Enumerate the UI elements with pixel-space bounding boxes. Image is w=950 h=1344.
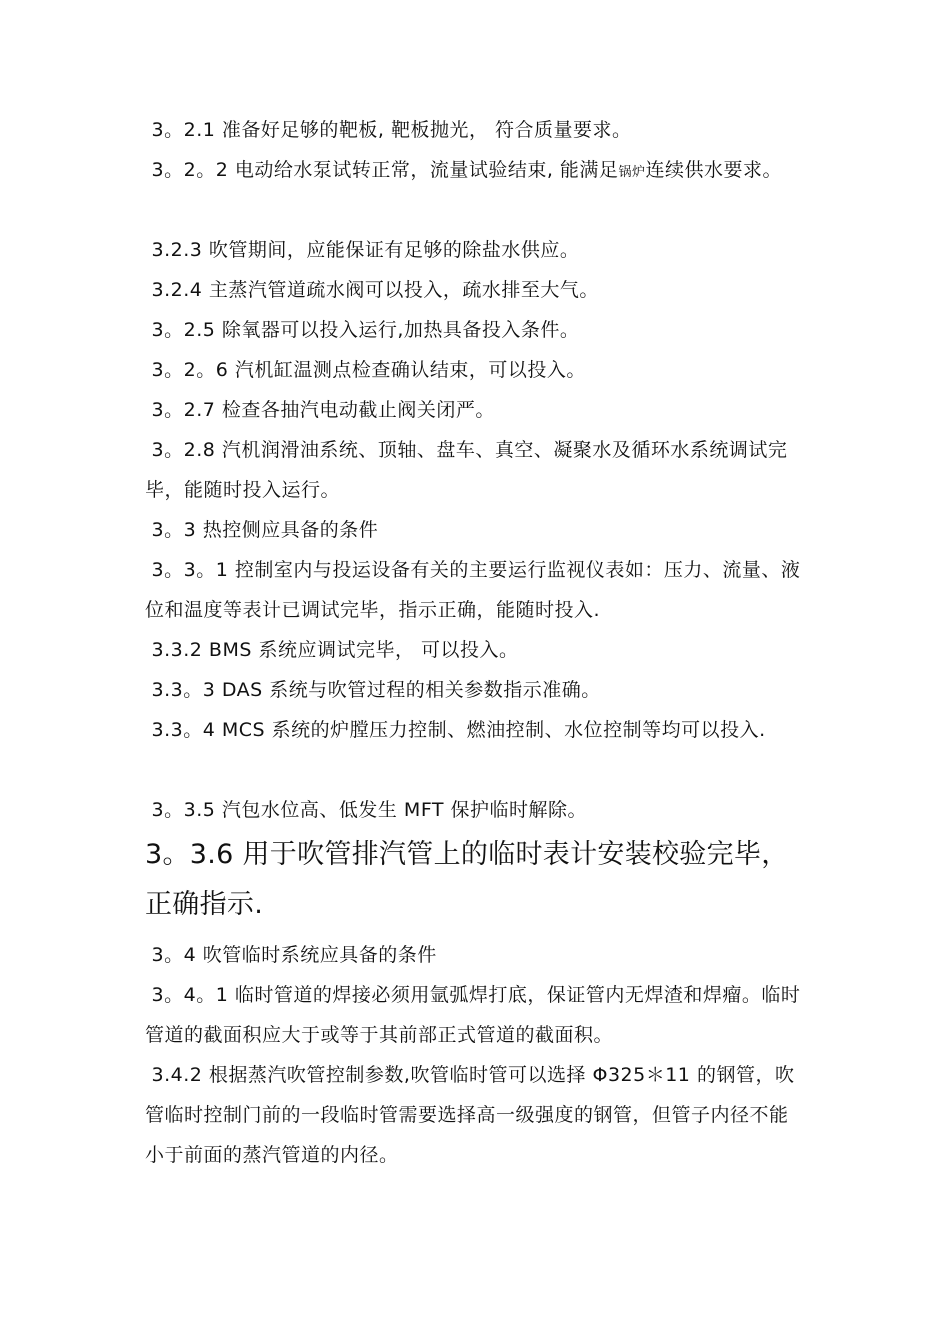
paragraph-3-2-6: 3。2。6 汽机缸温测点检查确认结束，可以投入。 bbox=[145, 359, 586, 381]
paragraph-3-3-3: 3.3。3 DAS 系统与吹管过程的相关参数指示准确。 bbox=[145, 679, 601, 701]
section-heading-3-4: 3。4 吹管临时系统应具备的条件 bbox=[145, 944, 437, 966]
paragraph-3-4-2: 3.4.2 根据蒸汽吹管控制参数,吹管临时管可以选择 Φ325＊11 的钢管，吹管临时控制门前的一段临时管需要选择高一级强度的钢管，但管子内径不能小于前面的蒸汽管道的内径。 bbox=[145, 1064, 795, 1166]
paragraph-3-3-4: 3.3。4 MCS 系统的炉膛压力控制、燃油控制、水位控制等均可以投入. bbox=[145, 719, 766, 741]
paragraph-3-2-7: 3。2.7 检查各抽汽电动截止阀关闭严。 bbox=[145, 399, 495, 421]
paragraph-3-2-5: 3。2.5 除氧器可以投入运行,加热具备投入条件。 bbox=[145, 319, 580, 341]
section-heading-3-3: 3。3 热控侧应具备的条件 bbox=[145, 519, 379, 541]
paragraph-3-2-8: 3。2.8 汽机润滑油系统、顶轴、盘车、真空、凝聚水及循环水系统调试完毕，能随时投入运行。 bbox=[145, 439, 788, 501]
paragraph-3-2-2 bbox=[145, 150, 805, 193]
paragraph-3-2-2-small-text: 锅炉 bbox=[618, 165, 646, 180]
paragraph-3-2-2-tail: 连续供水要求。 bbox=[645, 159, 782, 181]
paragraph-3-2-1: 3。2.1 准备好足够的靶板, 靶板抛光， 符合质量要求。 bbox=[145, 119, 632, 141]
paragraph-3-3-6: 3。3.6 用于吹管排汽管上的临时表计安装校验完毕，正确指示. bbox=[145, 839, 789, 920]
paragraph-3-2-4: 3.2.4 主蒸汽管道疏水阀可以投入，疏水排至大气。 bbox=[145, 279, 599, 301]
paragraph-3-3-5: 3。3.5 汽包水位高、低发生 MFT 保护临时解除。 bbox=[145, 799, 588, 821]
paragraph-3-3-1: 3。3。1 控制室内与投运设备有关的主要运行监视仪表如：压力、流量、液位和温度等表计已调试完毕，指示正确，能随时投入. bbox=[145, 559, 801, 621]
paragraph-3-2-3: 3.2.3 吹管期间，应能保证有足够的除盐水供应。 bbox=[145, 239, 580, 261]
paragraph-3-3-2: 3.3.2 BMS 系统应调试完毕， 可以投入。 bbox=[145, 639, 519, 661]
paragraph-3-4-1: 3。4。1 临时管道的焊接必须用氩弧焊打底，保证管内无焊渣和焊瘤。临时管道的截面积应大于或等于其前部正式管道的截面积。 bbox=[145, 984, 801, 1046]
paragraph-3-2-2-text: 3。2。2 电动给水泵试转正常，流量试验结束, 能满足 bbox=[145, 159, 619, 181]
